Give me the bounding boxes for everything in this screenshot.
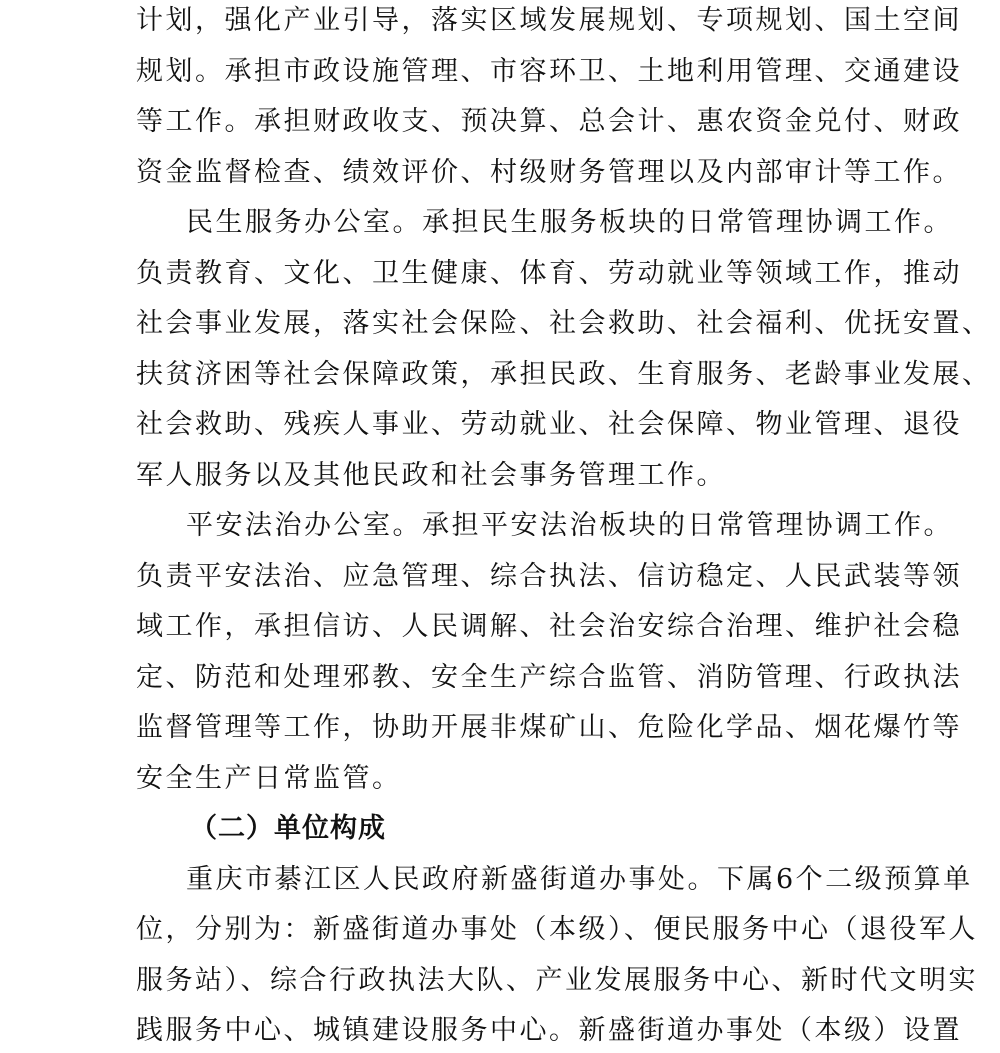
- text-line: 位，分别为：新盛街道办事处（本级）、便民服务中心（退役军人: [136, 914, 978, 945]
- text-line: 社会救助、残疾人事业、劳动就业、社会保障、物业管理、退役: [136, 409, 962, 440]
- text-line: 服务站）、综合行政执法大队、产业发展服务中心、新时代文明实: [136, 965, 978, 996]
- section-heading: （二）单位构成: [190, 813, 386, 844]
- text-line: 军人服务以及其他民政和社会事务管理工作。: [136, 460, 726, 491]
- paragraph-start-line: 民生服务办公室。承担民生服务板块的日常管理协调工作。: [186, 207, 953, 238]
- text-line: 资金监督检查、绩效评价、村级财务管理以及内部审计等工作。: [136, 157, 962, 188]
- text-line: 践服务中心、城镇建设服务中心。新盛街道办事处（本级）设置: [136, 1015, 962, 1046]
- paragraph-start-line: 重庆市綦江区人民政府新盛街道办事处。下属6个二级预算单: [186, 864, 973, 895]
- text-line: 监督管理等工作，协助开展非煤矿山、危险化学品、烟花爆竹等: [136, 712, 962, 743]
- text-line: 定、防范和处理邪教、安全生产综合监管、消防管理、行政执法: [136, 662, 962, 693]
- text-line: 负责平安法治、应急管理、综合执法、信访稳定、人民武装等领: [136, 561, 962, 592]
- text-line: 计划，强化产业引导，落实区域发展规划、专项规划、国土空间: [136, 5, 962, 36]
- paragraph-start-line: 平安法治办公室。承担平安法治板块的日常管理协调工作。: [186, 510, 953, 541]
- text-line: 域工作，承担信访、人民调解、社会治安综合治理、维护社会稳: [136, 611, 962, 642]
- text-line: 规划。承担市政设施管理、市容环卫、土地利用管理、交通建设: [136, 56, 962, 87]
- text-line: 扶贫济困等社会保障政策，承担民政、生育服务、老龄事业发展、: [136, 359, 992, 390]
- text-line: 社会事业发展，落实社会保险、社会救助、社会福利、优抚安置、: [136, 308, 992, 339]
- text-line: 等工作。承担财政收支、预决算、总会计、惠农资金兑付、财政: [136, 106, 962, 137]
- text-line: 负责教育、文化、卫生健康、体育、劳动就业等领域工作，推动: [136, 258, 962, 289]
- text-line: 安全生产日常监管。: [136, 763, 402, 794]
